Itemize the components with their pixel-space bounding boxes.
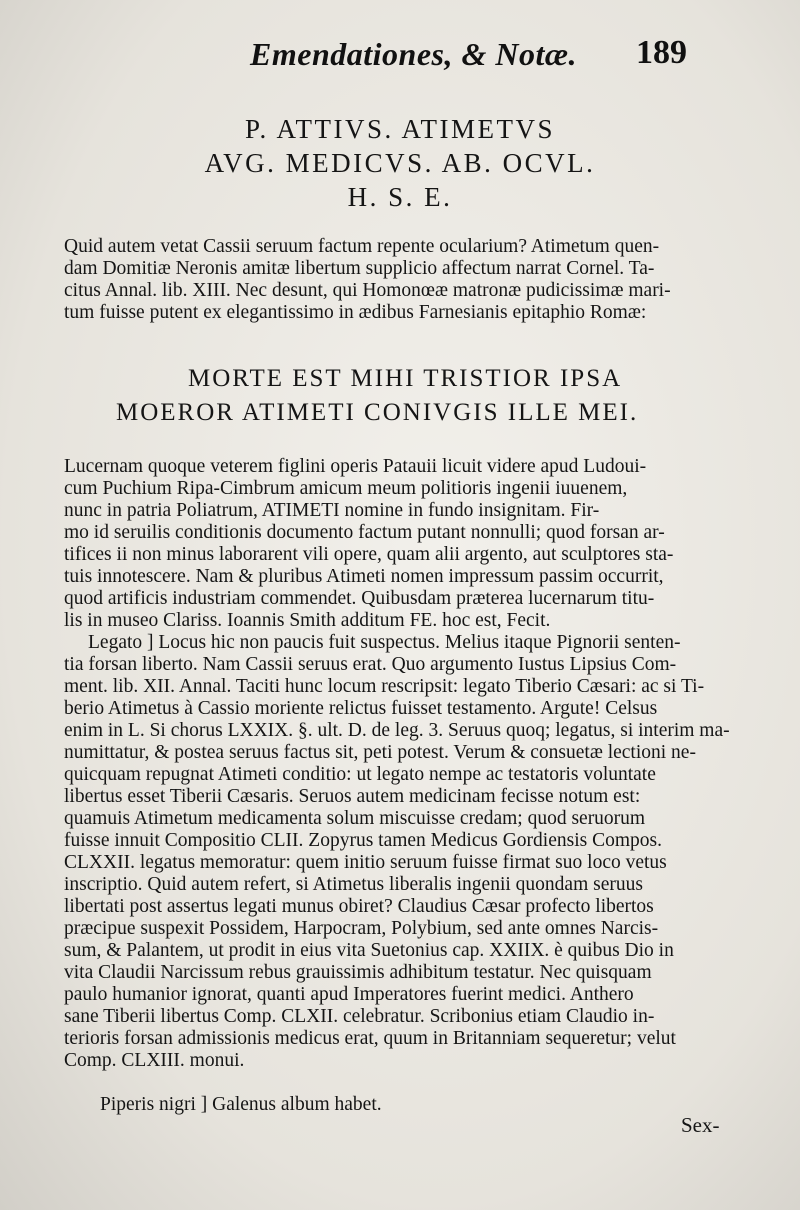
text-line: tia forsan liberto. Nam Cassii seruus erat. Quo argumento Iustus Lipsius Com-: [64, 654, 677, 675]
text-line: CLXXII. legatus memoratur: quem initio seruum fuisse firmat suo loco vetus: [64, 852, 667, 873]
inscription-line: H. S. E.: [347, 182, 453, 212]
text-line: Legato ] Locus hic non paucis fuit suspectus. Melius itaque Pignorii senten-: [88, 632, 681, 653]
epitaph-line: MOEROR ATIMETI CONIVGIS ILLE MEI.: [116, 399, 639, 426]
text-line: tifices ii non minus laborarent vili opere, quam alii argento, aut sculptores sta-: [64, 544, 674, 565]
text-line: mo id seruilis conditionis documento factum putant nonnulli; quod forsan ar-: [64, 522, 665, 543]
text-line: tum fuisse putent ex elegantissimo in ædibus Farnesianis epitaphio Romæ:: [64, 302, 647, 323]
text-line: sum, & Palantem, ut prodit in eius vita Suetonius cap. XXIIX. è quibus Dio in: [64, 940, 674, 961]
text-line: berio Atimetus à Cassio moriente relictus fuisset testamento. Argute! Celsus: [64, 698, 658, 719]
text-line: numittatur, & postea seruus factus sit, peti potest. Verum & consuetæ lectioni ne-: [64, 742, 696, 763]
text-line: fuisse innuit Compositio CLII. Zopyrus tamen Medicus Gordiensis Compos.: [64, 830, 662, 851]
inscription-block: [0, 112, 800, 214]
running-header: Emendationes, & Notæ.: [250, 36, 577, 72]
page-number: 189: [636, 34, 687, 71]
inscription-line: AVG. MEDICVS. AB. OCVL.: [204, 148, 596, 178]
text-line: tuis innotescere. Nam & pluribus Atimeti nomen impressum passim occurrit,: [64, 566, 664, 587]
text-line: ment. lib. XII. Annal. Taciti hunc locum rescripsit: legato Tiberio Cæsari: ac si Ti-: [64, 676, 705, 697]
text-line: Quid autem vetat Cassii seruum factum repente ocularium? Atimetum quen-: [64, 236, 660, 257]
catchword: Sex-: [681, 1113, 720, 1137]
text-line: terioris forsan admissionis medicus erat, quum in Britanniam sequeretur; velut: [64, 1028, 676, 1049]
text-line: cum Puchium Ripa-Cimbrum amicum meum politioris ingenii iuuenem,: [64, 478, 628, 499]
text-line: enim in L. Si chorus LXXIX. §. ult. D. de leg. 3. Seruus quoq; legatus, si interim ma-: [64, 720, 730, 741]
text-line: Comp. CLXIII. monui.: [64, 1050, 245, 1071]
text-line: Piperis nigri ] Galenus album habet.: [100, 1094, 382, 1115]
text-line: dam Domitiæ Neronis amitæ libertum supplicio affectum narrat Cornel. Ta-: [64, 258, 655, 279]
text-line: quamuis Atimetum medicamenta solum miscuisse credam; quod seruorum: [64, 808, 646, 829]
text-line: nunc in patria Poliatrum, ATIMETI nomine in fundo insignitam. Fir-: [64, 500, 600, 521]
text-line: sane Tiberii libertus Comp. CLXII. celebratur. Scribonius etiam Claudio in-: [64, 1006, 655, 1027]
text-line: quicquam repugnat Atimeti conditio: ut legato nempe ac testatoris voluntate: [64, 764, 656, 785]
text-line: libertus esset Tiberii Cæsaris. Seruos autem medicinam fecisse notum est:: [64, 786, 641, 807]
text-line: præcipue suspexit Possidem, Harpocram, Polybium, sed ante omnes Narcis-: [64, 918, 659, 939]
text-line: Lucernam quoque veterem figlini operis Patauii licuit videre apud Ludoui-: [64, 456, 647, 477]
text-line: quod artificis industriam commendet. Quibusdam præterea lucernarum titu-: [64, 588, 655, 609]
text-line: inscriptio. Quid autem refert, si Atimetus liberalis ingenii quondam seruus: [64, 874, 643, 895]
paragraph-atimetus: [64, 236, 754, 324]
paragraph-legato: [64, 632, 754, 1072]
inscription-line: P. ATTIVS. ATIMETVS: [244, 114, 556, 144]
epitaph-line: MORTE EST MIHI TRISTIOR IPSA: [188, 365, 623, 392]
epitaph-inscription: [116, 362, 740, 430]
text-line: libertati post assertus legati munus obiret? Claudius Cæsar profecto libertos: [64, 896, 654, 917]
text-line: paulo humanior ignorat, quanti apud Imperatores fuerint medici. Anthero: [64, 984, 634, 1005]
text-line: citus Annal. lib. XIII. Nec desunt, qui Homonœæ matronæ pudicissimæ mari-: [64, 280, 671, 301]
text-line: lis in museo Clariss. Ioannis Smith additum FE. hoc est, Fecit.: [64, 610, 551, 631]
text-line: vita Claudii Narcissum rebus grauissimis adhibitum testatur. Nec quisquam: [64, 962, 652, 983]
paragraph-lucerna: [64, 456, 754, 632]
